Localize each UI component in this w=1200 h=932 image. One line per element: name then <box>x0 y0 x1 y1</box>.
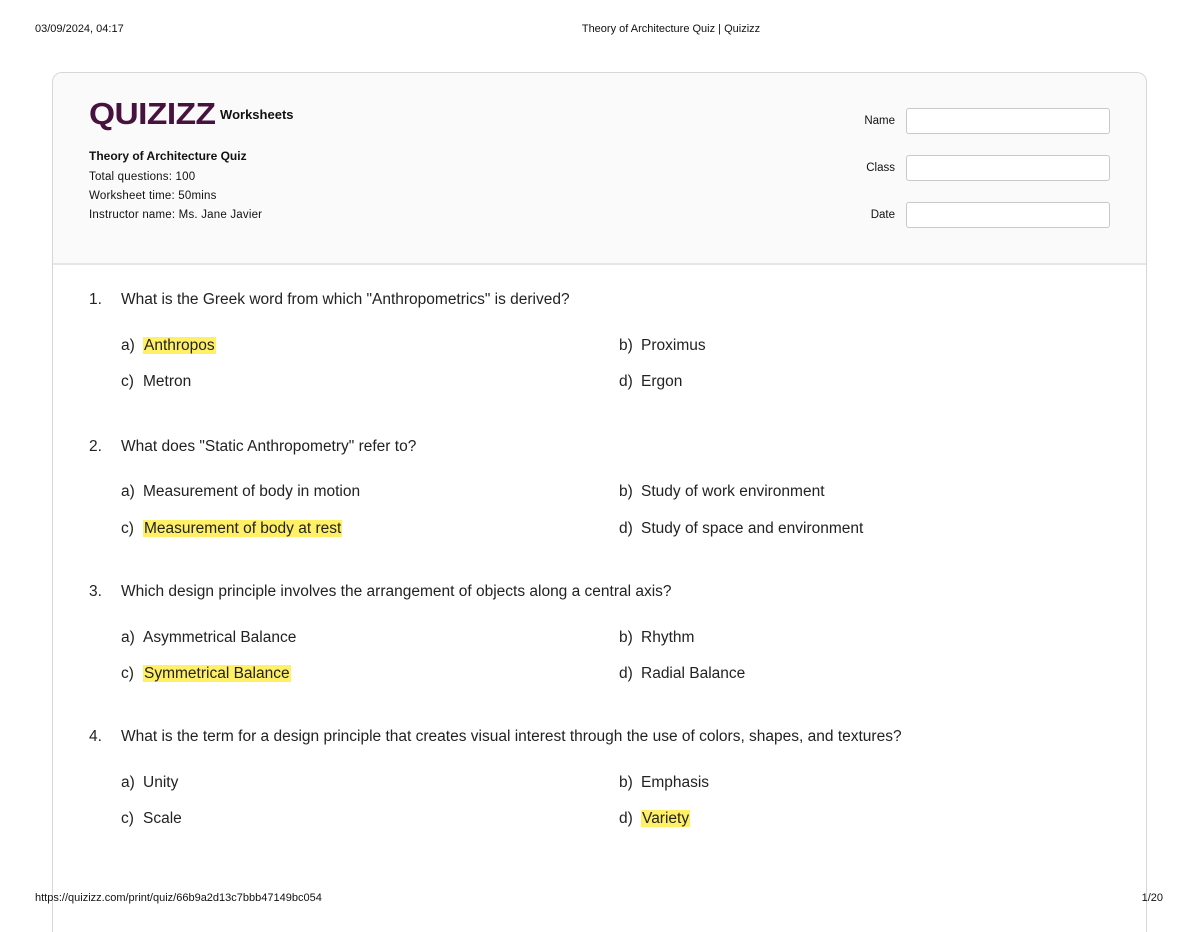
print-page-title: Theory of Architecture Quiz | Quizizz <box>581 23 761 35</box>
instructor-name: Instructor name: Ms. Jane Javier <box>89 209 263 221</box>
option-label: b) <box>619 337 633 354</box>
option-text: Study of work environment <box>641 483 825 500</box>
option-label: c) <box>121 373 134 390</box>
option-label: a) <box>121 483 135 500</box>
question-2 <box>89 438 1119 538</box>
option-label: b) <box>619 774 633 791</box>
option-d <box>619 520 863 538</box>
class-label: Class <box>866 161 895 174</box>
option-text-correct: Variety <box>642 810 690 827</box>
student-fields <box>850 107 1110 248</box>
worksheet-meta <box>89 149 262 228</box>
question-number: 4. <box>89 728 102 745</box>
question-text: What does "Static Anthropometry" refer to? <box>121 438 417 455</box>
question-text: What is the term for a design principle that creates visual interest through the use of colors, shapes, and textures? <box>121 728 902 745</box>
option-text-correct: Anthropos <box>144 337 215 354</box>
option-text: Radial Balance <box>641 665 746 682</box>
question-1 <box>89 291 1119 391</box>
option-text: Metron <box>143 373 192 390</box>
option-d <box>619 373 682 391</box>
class-field[interactable] <box>906 155 1110 181</box>
option-text: Asymmetrical Balance <box>143 629 297 646</box>
option-text: Scale <box>143 810 182 827</box>
option-label: d) <box>619 665 633 682</box>
option-label: c) <box>121 665 134 682</box>
option-label: b) <box>619 629 633 646</box>
option-label: d) <box>619 373 633 390</box>
option-text: Measurement of body in motion <box>143 483 361 500</box>
worksheet-title: Theory of Architecture Quiz <box>89 149 247 163</box>
print-footer <box>0 892 1200 906</box>
option-label: a) <box>121 629 135 646</box>
option-d <box>619 665 745 683</box>
option-a <box>121 629 296 647</box>
worksheet-time: Worksheet time: 50mins <box>89 190 217 202</box>
question-4 <box>89 728 1119 828</box>
option-b <box>619 337 706 355</box>
option-label: a) <box>121 337 135 354</box>
option-label: c) <box>121 520 134 537</box>
question-text: Which design principle involves the arrangement of objects along a central axis? <box>121 583 672 600</box>
option-d <box>619 810 690 828</box>
quizizz-logo: QUIZIZZ <box>89 96 216 131</box>
question-text: What is the Greek word from which "Anthropometrics" is derived? <box>121 291 570 308</box>
name-row <box>850 107 1110 134</box>
page-number: 1/20 <box>1141 892 1163 904</box>
option-label: c) <box>121 810 134 827</box>
option-c <box>121 373 191 391</box>
total-questions: Total questions: 100 <box>89 171 196 183</box>
brand-subtitle: Worksheets <box>220 106 294 122</box>
option-c <box>121 665 291 683</box>
option-text-correct: Measurement of body at rest <box>144 520 342 537</box>
option-text: Rhythm <box>641 629 695 646</box>
print-datetime: 03/09/2024, 04:17 <box>35 23 124 35</box>
question-number: 1. <box>89 291 102 308</box>
question-3 <box>89 583 1119 683</box>
option-a <box>121 483 360 501</box>
option-b <box>619 774 709 792</box>
option-label: b) <box>619 483 633 500</box>
option-c <box>121 520 342 538</box>
name-label: Name <box>864 114 895 127</box>
option-text: Proximus <box>641 337 706 354</box>
option-text: Study of space and environment <box>641 520 864 537</box>
option-text-correct: Symmetrical Balance <box>144 665 290 682</box>
date-field[interactable] <box>906 202 1110 228</box>
option-b <box>619 629 694 647</box>
option-a <box>121 774 178 792</box>
option-label: d) <box>619 520 633 537</box>
option-b <box>619 483 825 501</box>
print-header <box>0 23 1200 37</box>
option-a <box>121 337 216 355</box>
option-label: a) <box>121 774 135 791</box>
class-row <box>850 154 1110 181</box>
worksheet-header <box>53 73 1146 265</box>
date-label: Date <box>870 208 895 221</box>
brand <box>89 97 294 131</box>
option-text: Ergon <box>641 373 683 390</box>
print-url: https://quizizz.com/print/quiz/66b9a2d13c7bbb47149bc054 <box>35 892 322 904</box>
option-text: Unity <box>143 774 179 791</box>
worksheet-sheet <box>52 72 1147 932</box>
question-number: 2. <box>89 438 102 455</box>
option-text: Emphasis <box>641 774 710 791</box>
question-number: 3. <box>89 583 102 600</box>
option-label: d) <box>619 810 633 827</box>
name-field[interactable] <box>906 108 1110 134</box>
date-row <box>850 201 1110 228</box>
option-c <box>121 810 182 828</box>
